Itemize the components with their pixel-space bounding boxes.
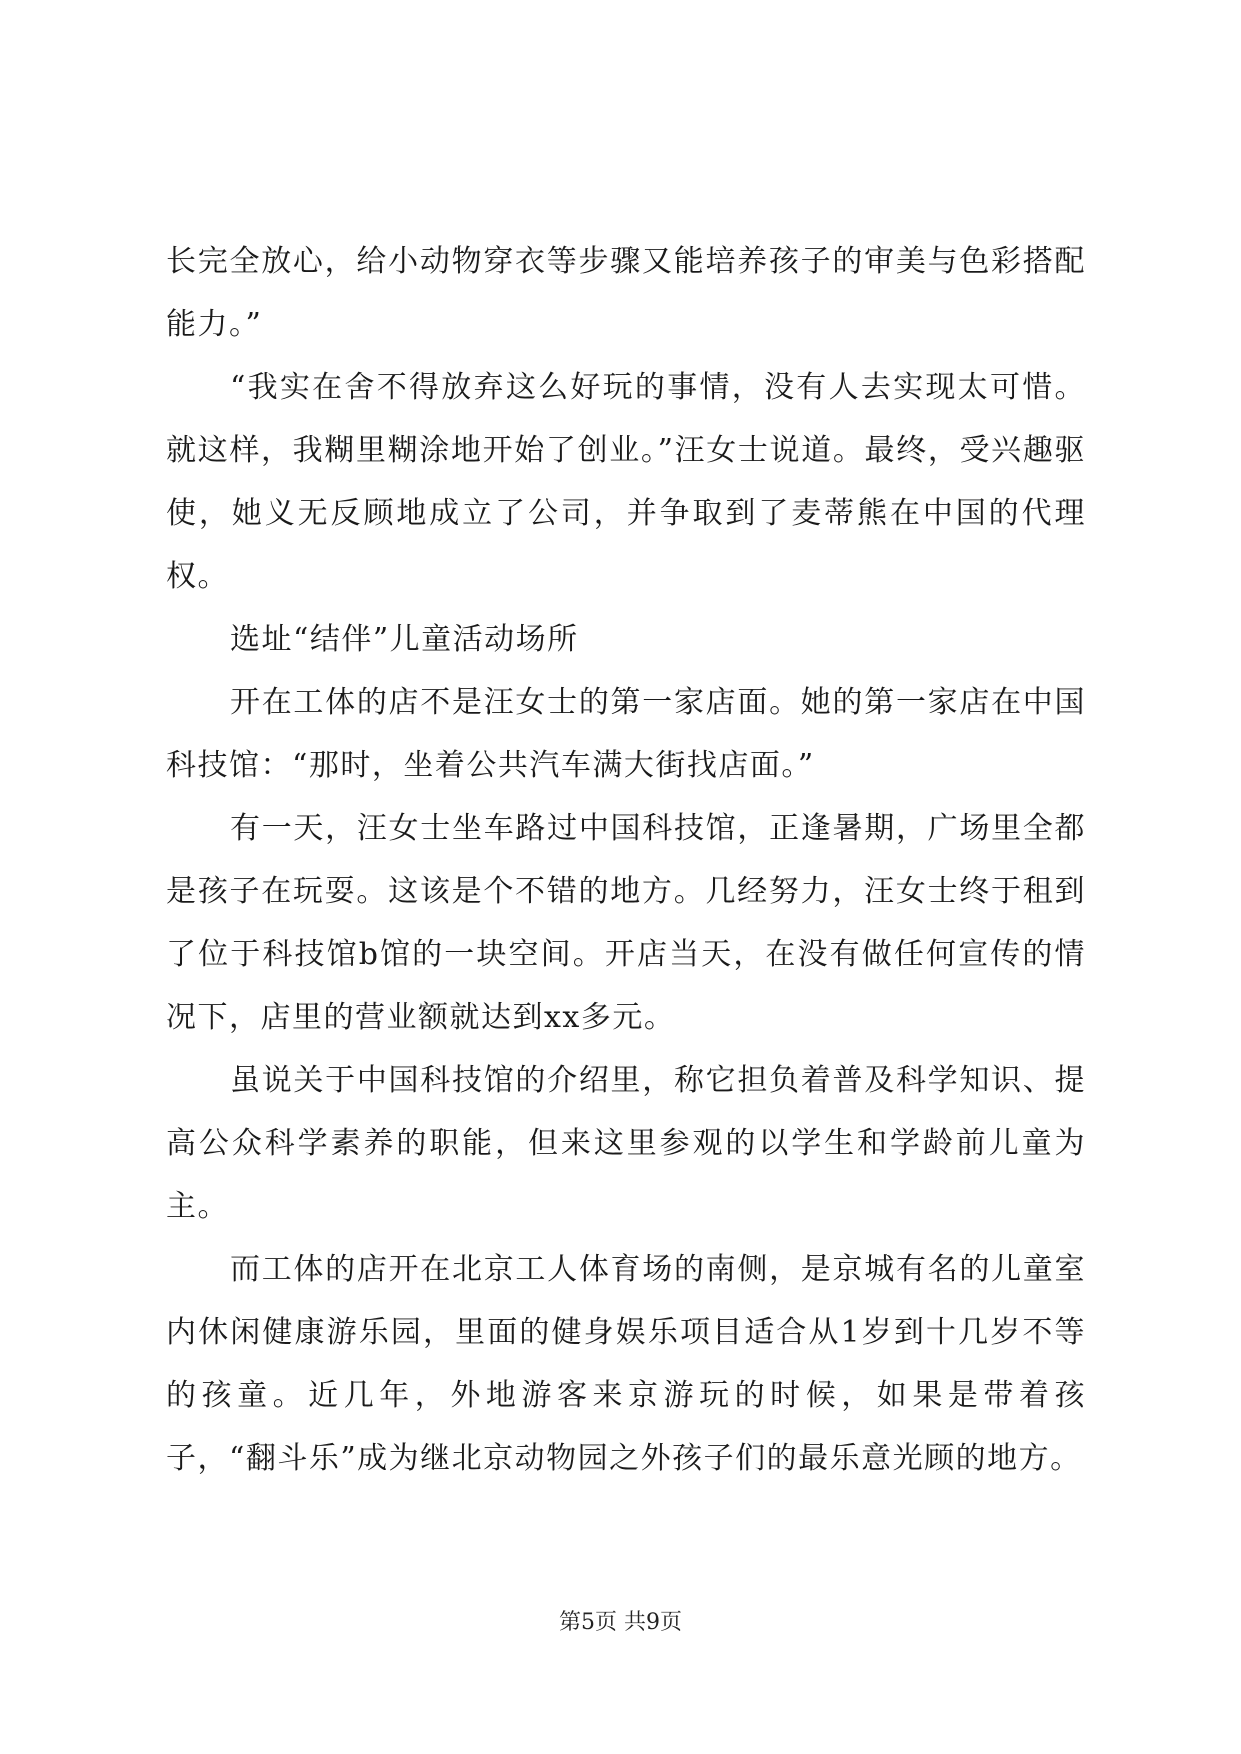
paragraph-first-store: 开在工体的店不是汪女士的第一家店面。她的第一家店在中国科技馆：“那时，坐着公共汽车满大街找店面。” bbox=[166, 685, 1086, 783]
section-heading: 选址“结伴”儿童活动场所 bbox=[230, 622, 579, 657]
paragraph-museum-visitors: 虽说关于中国科技馆的介绍里，称它担负着普及科学知识、提高公众科学素养的职能，但来这里参观的以学生和学龄前儿童为主。 bbox=[166, 1063, 1086, 1224]
page-number-footer: 第5页 共9页 bbox=[559, 1610, 682, 1635]
body-text bbox=[166, 230, 1086, 1490]
paragraph-gongti-store: 而工体的店开在北京工人体育场的南侧，是京城有名的儿童室内休闲健康游乐园，里面的健身娱乐项目适合从1岁到十几岁不等的孩童。近几年，外地游客来京游玩的时候，如果是带着孩子，“翻斗乐”成为继北京动物园之外孩子们的最乐意光顾的地方。 bbox=[166, 1252, 1086, 1476]
paragraph-science-museum: 有一天，汪女士坐车路过中国科技馆，正逢暑期，广场里全都是孩子在玩耍。这该是个不错的地方。几经努力，汪女士终于租到了位于科技馆b馆的一块空间。开店当天，在没有做任何宣传的情况下，店里的营业额就达到xx多元。 bbox=[166, 811, 1086, 1035]
paragraph-quote: “我实在舍不得放弃这么好玩的事情，没有人去实现太可惜。就这样，我糊里糊涂地开始了创业。”汪女士说道。最终，受兴趣驱使，她义无反顾地成立了公司，并争取到了麦蒂熊在中国的代理权。 bbox=[166, 370, 1086, 594]
paragraph-continuation: 长完全放心，给小动物穿衣等步骤又能培养孩子的审美与色彩搭配能力。” bbox=[166, 244, 1086, 342]
